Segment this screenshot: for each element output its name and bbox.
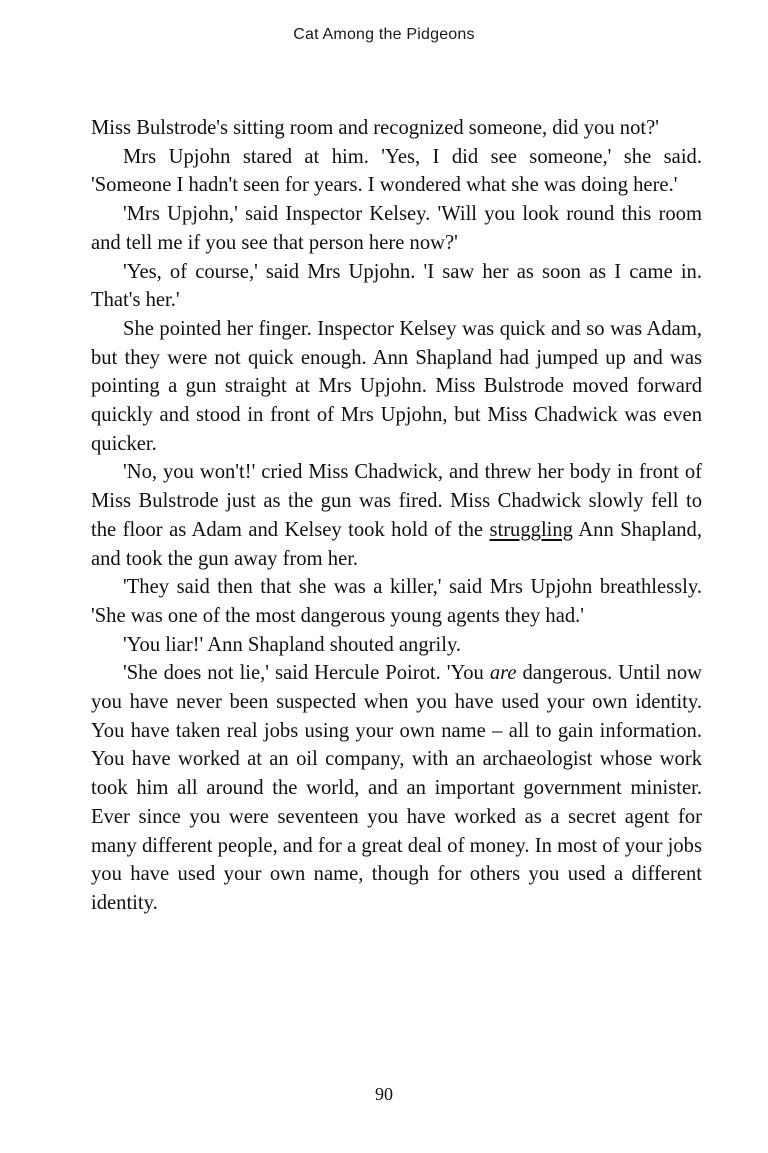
paragraph-4: 'Yes, of course,' said Mrs Upjohn. 'I saw her as soon as I came in. That's her.' xyxy=(91,260,702,312)
paragraph-2: Mrs Upjohn stared at him. 'Yes, I did see someone,' she said. 'Someone I hadn't seen for years. I wondered what she was doing here.' xyxy=(91,145,702,197)
paragraph-7: 'They said then that she was a killer,' said Mrs Upjohn breathlessly. 'She was one of the most dangerous young agents they had.' xyxy=(91,576,702,627)
underlined-word: struggling xyxy=(489,518,573,541)
emphasized-word: are xyxy=(489,662,517,685)
paragraph-9 xyxy=(91,659,702,917)
paragraph-6 xyxy=(91,458,702,573)
running-head-title: Cat Among the Pidgeons xyxy=(293,26,475,43)
paragraph-6-text-before: 'No, you won't!' cried Miss Chadwick, and threw her body in front of Miss Bulstrode just as the gun was fired. Miss Chadwick slowly fell to the floor as Adam and Kelsey took hold of the xyxy=(91,461,702,541)
page-body xyxy=(91,114,702,918)
paragraph-5: She pointed her finger. Inspector Kelsey was quick and so was Adam, but they were not quick enough. Ann Shapland had jumped up and was pointing a gun straight at Mrs Upjohn. Miss Bulstrode moved forward quickly and stood in front of Mrs Upjohn, but Miss Chadwick was even quicker. xyxy=(91,317,702,455)
paragraph-9-text-before: 'She does not lie,' said Hercule Poirot. 'You xyxy=(123,662,490,685)
paragraph-8: 'You liar!' Ann Shapland shouted angrily. xyxy=(123,633,462,656)
paragraph-1: Miss Bulstrode's sitting room and recognized someone, did you not?' xyxy=(91,117,659,139)
paragraph-6-text-after: Ann Shapland, and took the gun away from her. xyxy=(91,518,702,570)
page-number: 90 xyxy=(375,1084,393,1104)
paragraph-9-text-after: dangerous. Until now you have never been suspected when you have used your own identity. You have taken real jobs using your own name – all to gain information. You have worked at an oil company, with an archaeologist whose work took him all around the world, and an important government minister. Ever since you were seventeen you have worked as a secret agent for many different people, and for a great deal of money. In most of your jobs you have used your own name, though for others you used a different identity. xyxy=(91,662,703,914)
paragraph-3: 'Mrs Upjohn,' said Inspector Kelsey. 'Will you look round this room and tell me if you see that person here now?' xyxy=(91,203,702,254)
